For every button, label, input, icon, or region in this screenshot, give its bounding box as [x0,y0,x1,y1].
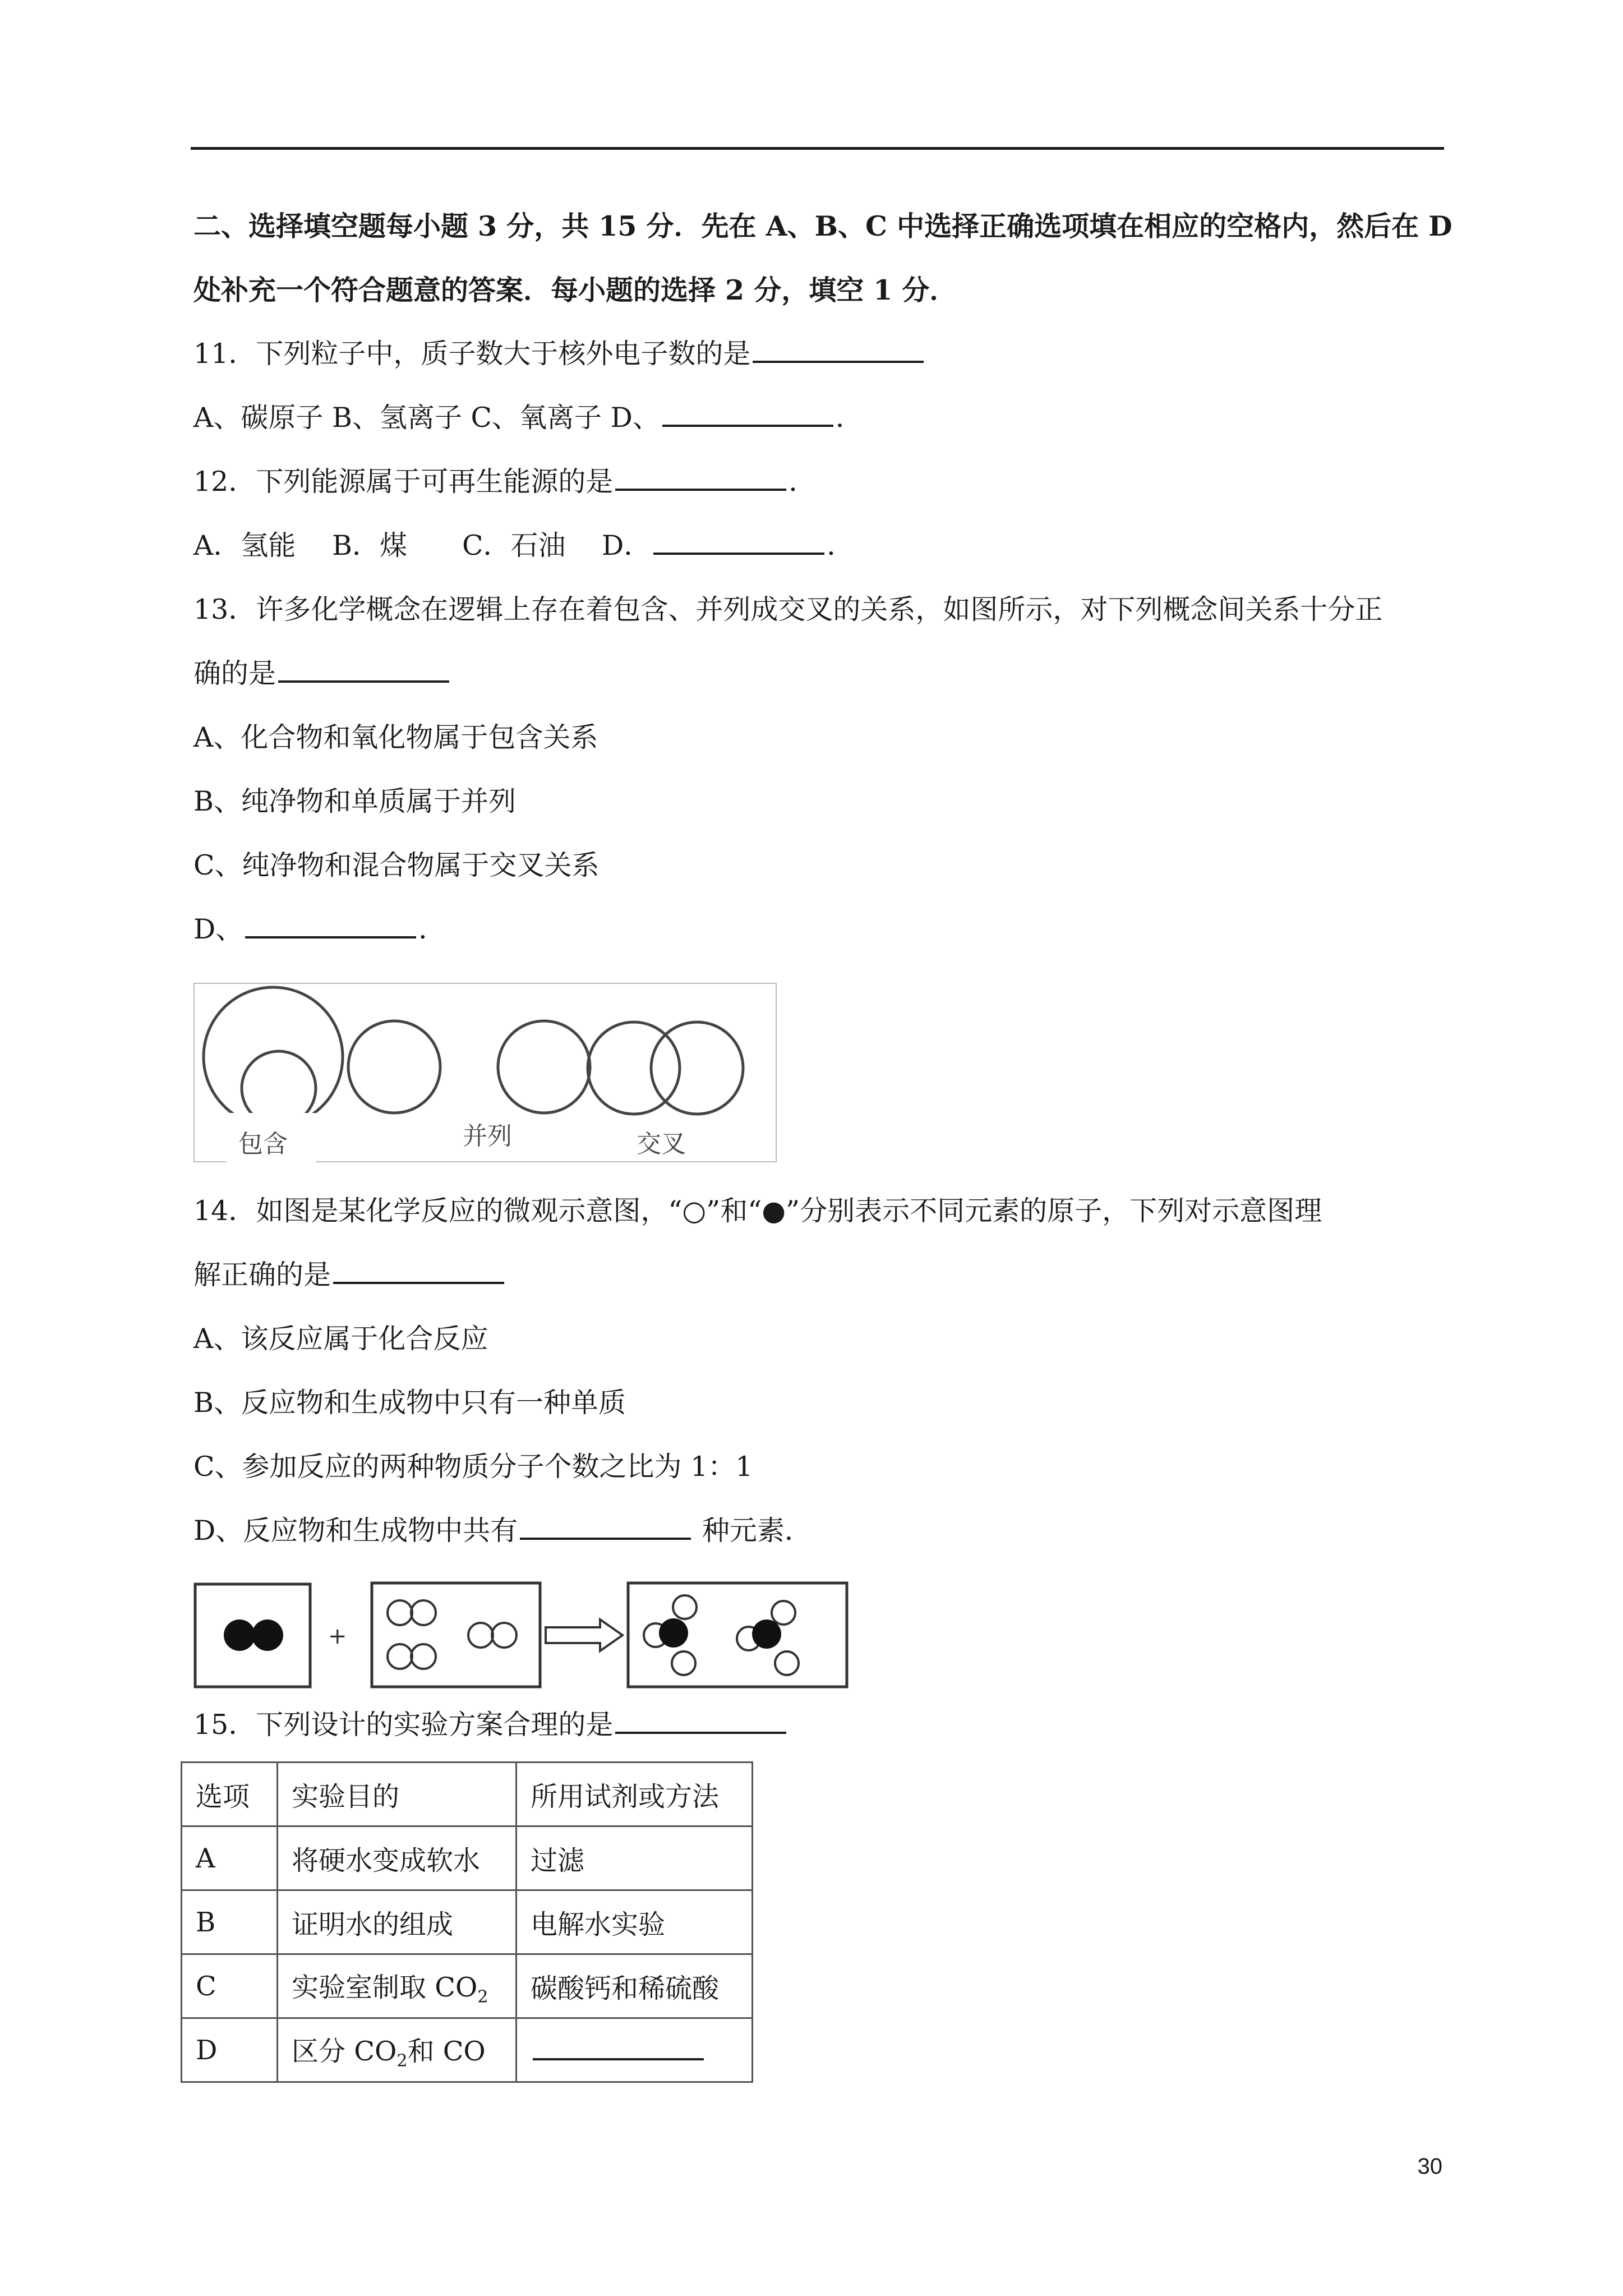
q12-options-line: A．氢能 B．煤 C．石油 D． ． [193,526,854,565]
q14-stem-line2: 解正确的是 [193,1255,506,1295]
row-purpose: 将硬水变成软水 [278,1826,517,1890]
q11-options: A、碳原子 B、氢离子 C、氧离子 D、 [193,402,660,434]
q15-answer-blank[interactable] [615,1707,786,1734]
row-purpose: 区分 $CO_2$和 CO [278,2018,517,2082]
q11-options-line: A、碳原子 B、氢离子 C、氧离子 D、 ． [193,398,863,438]
q13-option-b: B、纯净物和单质属于并列 [193,785,517,817]
header-method: 所用试剂或方法 [517,1763,753,1826]
label-parallel: 并列 [463,1122,512,1151]
table-row [182,1890,753,1954]
label-containment: 包含 [238,1130,288,1158]
q15-stem: 15．下列设计的实验方案合理的是 [193,1709,614,1741]
q14-answer-blank[interactable] [333,1257,504,1284]
white-atom [388,1600,412,1625]
containment-outer-circle [204,987,343,1126]
black-atom [752,1619,781,1649]
q13-stem-line2: 确的是 [193,654,451,693]
q11-stem: 11．下列粒子中，质子数大于核外电子数的是 [193,338,751,370]
black-atom [224,1619,255,1651]
q11-d-blank[interactable] [662,400,833,427]
q12-answer-blank[interactable] [615,464,786,491]
q12-stem: 12．下列能源属于可再生能源的是 [193,466,614,498]
white-atom [411,1644,436,1669]
table-row [182,1826,753,1890]
q12-options: A．氢能 B．煤 C．石油 D． [193,530,652,562]
concept-relations-diagram [193,983,777,1162]
parallel-circle-right [498,1021,590,1113]
white-atom [672,1651,695,1675]
white-atom [492,1623,517,1648]
q11-answer-blank[interactable] [753,336,924,363]
table-header-row [182,1763,753,1826]
row-option: D [182,2018,278,2082]
reactant-box-2 [372,1583,540,1687]
intersect-circle-right [651,1022,743,1114]
row-method: 碳酸钙和稀硫酸 [517,1954,753,2018]
white-atom [468,1623,493,1648]
q13-answer-blank[interactable] [278,656,449,683]
white-atom [775,1651,799,1675]
header-option: 选项 [182,1763,278,1826]
q14-option-a: A、该反应属于化合反应 [193,1323,488,1355]
row-option: C [182,1954,278,2018]
row-method-blank-cell [517,2018,753,2082]
white-atom [388,1644,412,1669]
white-atom [772,1601,795,1625]
row-method: 过滤 [517,1826,753,1890]
white-atom [411,1600,436,1625]
page-number: 30 [1417,2154,1442,2179]
section-heading-line2: 处补充一个符合题意的答案．每小题的选择 2 分，填空 1 分． [193,274,957,306]
table-row [182,1954,753,2018]
q13-option-a: A、化合物和氧化物属于包含关系 [193,721,598,753]
row-purpose: 实验室制取 $CO_2$ [278,1954,517,2018]
white-atom [673,1595,697,1619]
q14-option-c: C、参加反应的两种物质分子个数之比为 1：1 [193,1451,753,1483]
q13-option-c: C、纯净物和混合物属于交叉关系 [193,849,600,881]
header-purpose: 实验目的 [278,1763,517,1826]
q12-d-blank[interactable] [653,528,824,555]
q11-stem-line [193,334,926,374]
q14-option-d-line: D、反应物和生成物中共有 种元素． [193,1511,812,1550]
row-method: 电解水实验 [517,1890,753,1954]
section-heading-line1: 二、选择填空题每小题 3 分，共 15 分．先在 A、B、C 中选择正确选项填在相应的空格内，然后在 D [193,210,1453,242]
q13-option-d-line: D、 ． [193,910,446,949]
label-intersection: 交叉 [637,1130,686,1158]
row-option: B [182,1890,278,1954]
experiment-table [181,1761,753,2083]
reaction-arrow [546,1619,623,1651]
table-row [182,2018,753,2082]
reaction-micro-diagram [193,1579,850,1691]
black-atom [252,1619,283,1651]
row-option: A [182,1826,278,1890]
q12-stem-line: 12．下列能源属于可再生能源的是 ． [193,462,816,501]
q15-stem-line [193,1705,789,1745]
black-atom [659,1618,688,1648]
row-purpose: 证明水的组成 [278,1890,517,1954]
q14-d-blank[interactable] [520,1513,691,1540]
q14-option-b: B、反应物和生成物中只有一种单质 [193,1387,626,1419]
q13-d-blank[interactable] [245,912,416,938]
parallel-circle-left [348,1021,440,1113]
q14-stem-line1: 14．如图是某化学反应的微观示意图，“○”和“●”分别表示不同元素的原子，下列对示意图理 [193,1195,1322,1227]
plus-sign: + [328,1623,347,1649]
q13-stem-line1: 13．许多化学概念在逻辑上存在着包含、并列成交叉的关系，如图所示，对下列概念间关系十分正 [193,593,1383,625]
header-rule [191,147,1444,150]
q15-d-blank[interactable] [533,2033,704,2060]
